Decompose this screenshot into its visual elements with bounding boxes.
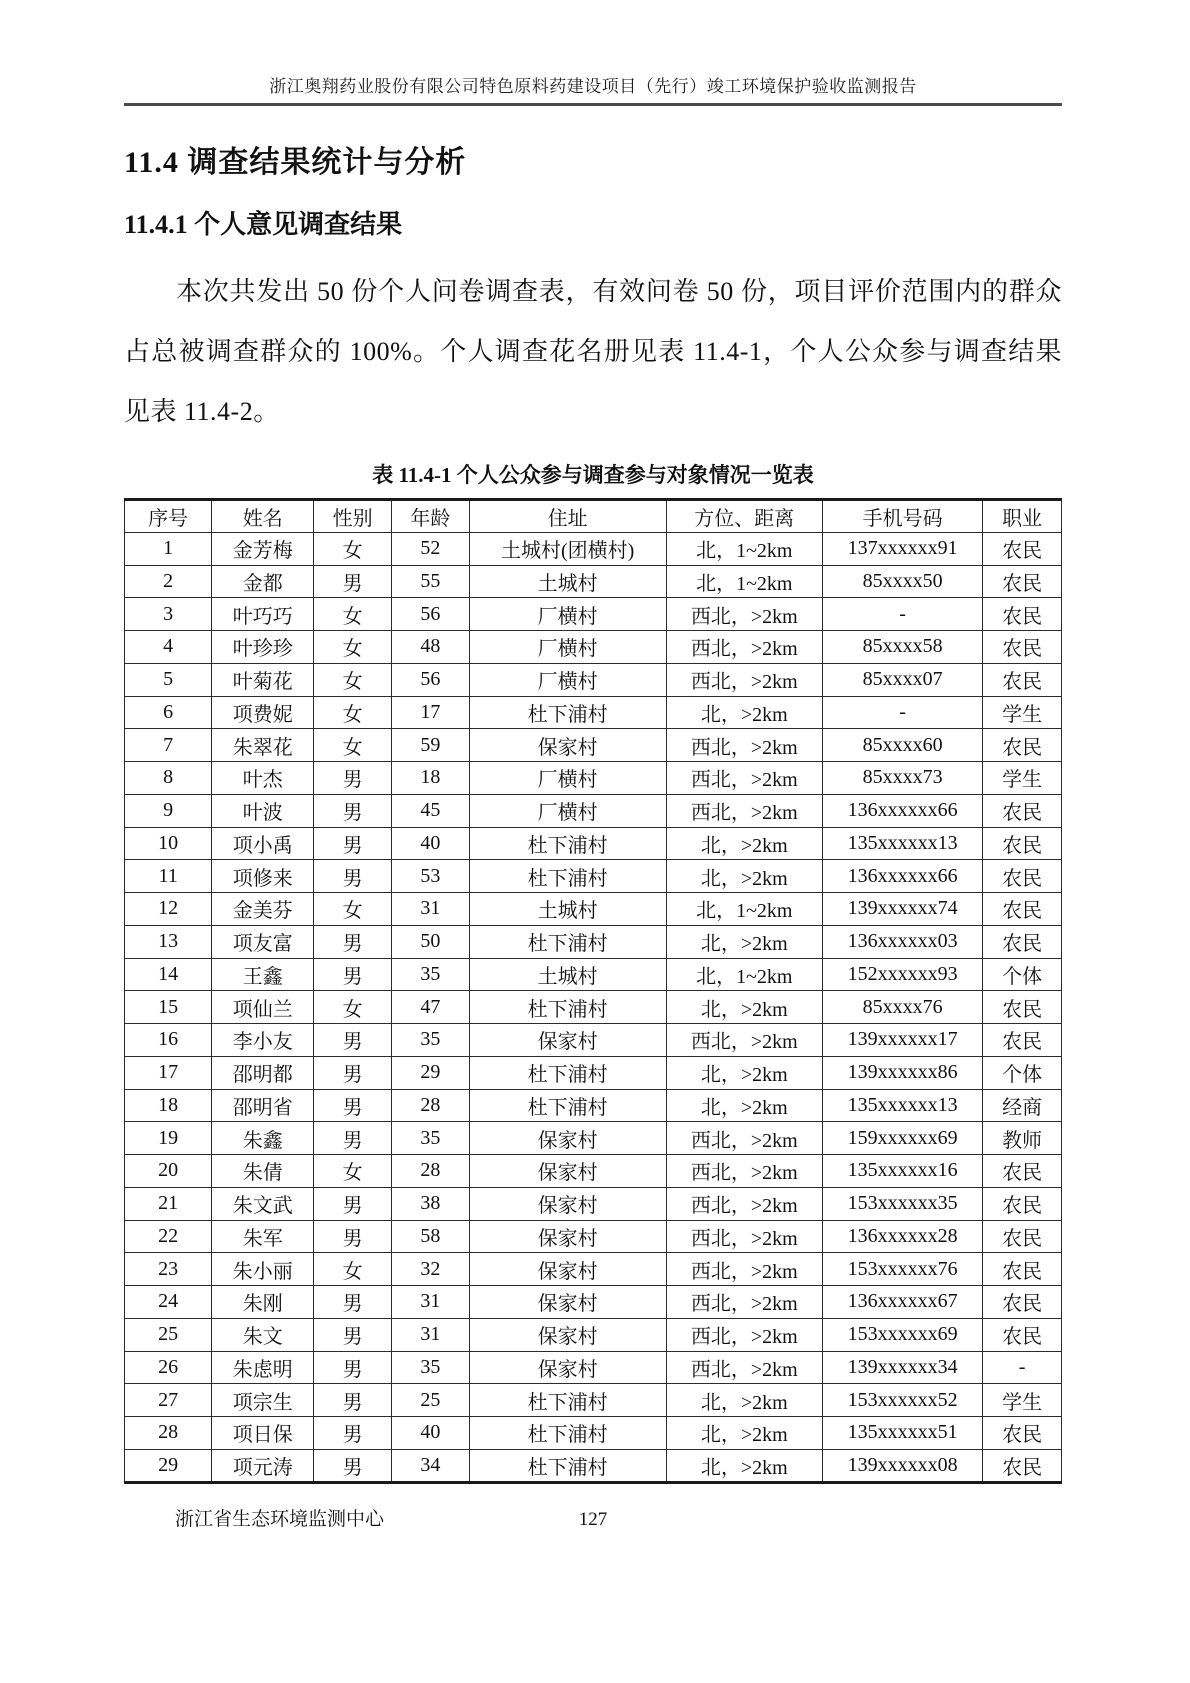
- subsection-heading: 11.4.1 个人意见调查结果: [124, 210, 403, 239]
- table-cell: 女: [314, 663, 392, 696]
- table-cell: 杜下浦村: [469, 1449, 666, 1482]
- table-cell: 35: [392, 1351, 470, 1384]
- table-cell: 个体: [983, 958, 1062, 991]
- table-cell: 10: [125, 827, 212, 860]
- table-cell: 男: [314, 1187, 392, 1220]
- table-cell: 女: [314, 532, 392, 565]
- table-cell: 男: [314, 958, 392, 991]
- table-row: [125, 1351, 1062, 1384]
- section-heading: 11.4 调查结果统计与分析: [124, 146, 467, 179]
- table-cell: 北，>2km: [666, 696, 822, 729]
- table-cell: 50: [392, 925, 470, 958]
- table-cell: 农民: [983, 893, 1062, 926]
- table-row: [125, 1122, 1062, 1155]
- table-cell: 农民: [983, 598, 1062, 631]
- table-cell: 女: [314, 1253, 392, 1286]
- table-cell: 北，>2km: [666, 925, 822, 958]
- column-header: 住址: [469, 500, 666, 533]
- table-cell: 38: [392, 1187, 470, 1220]
- table-cell: 农民: [983, 565, 1062, 598]
- table-cell: 28: [392, 1089, 470, 1122]
- table-cell: 47: [392, 991, 470, 1024]
- table-cell: 农民: [983, 1024, 1062, 1057]
- table-cell: 男: [314, 860, 392, 893]
- table-cell: 西北，>2km: [666, 1351, 822, 1384]
- table-cell: 7: [125, 729, 212, 762]
- table-cell: 女: [314, 1155, 392, 1188]
- table-row: [125, 794, 1062, 827]
- table-header-row: [125, 500, 1062, 533]
- table-cell: 杜下浦村: [469, 860, 666, 893]
- table-cell: 西北，>2km: [666, 794, 822, 827]
- table-cell: 139xxxxxx86: [823, 1056, 983, 1089]
- table-row: [125, 1384, 1062, 1417]
- table-cell: 25: [392, 1384, 470, 1417]
- table-cell: 厂横村: [469, 762, 666, 795]
- table-cell: 金芳梅: [212, 532, 314, 565]
- table-caption: 表 11.4-1 个人公众参与调查参与对象情况一览表: [372, 463, 814, 487]
- table-row: [125, 762, 1062, 795]
- table-cell: 北，1~2km: [666, 565, 822, 598]
- table-cell: 136xxxxxx28: [823, 1220, 983, 1253]
- table-cell: 1: [125, 532, 212, 565]
- table-cell: 朱军: [212, 1220, 314, 1253]
- table-cell: 厂横村: [469, 794, 666, 827]
- table-cell: 4: [125, 631, 212, 664]
- table-row: [125, 1187, 1062, 1220]
- table-cell: 农民: [983, 1253, 1062, 1286]
- table-cell: 58: [392, 1220, 470, 1253]
- table-cell: 男: [314, 762, 392, 795]
- table-row: [125, 696, 1062, 729]
- table-row: [125, 1056, 1062, 1089]
- table-cell: 西北，>2km: [666, 631, 822, 664]
- table-cell: -: [823, 598, 983, 631]
- table-cell: 6: [125, 696, 212, 729]
- table-cell: 土城村: [469, 958, 666, 991]
- table-cell: 35: [392, 958, 470, 991]
- table-row: [125, 1024, 1062, 1057]
- table-cell: 男: [314, 1024, 392, 1057]
- table-cell: 学生: [983, 762, 1062, 795]
- table-cell: 139xxxxxx34: [823, 1351, 983, 1384]
- table-cell: 27: [125, 1384, 212, 1417]
- table-cell: 男: [314, 1056, 392, 1089]
- table-cell: 农民: [983, 1220, 1062, 1253]
- table-cell: 西北，>2km: [666, 762, 822, 795]
- table-cell: 北，1~2km: [666, 893, 822, 926]
- table-cell: 李小友: [212, 1024, 314, 1057]
- table-cell: 53: [392, 860, 470, 893]
- table-cell: -: [823, 696, 983, 729]
- table-cell: 17: [125, 1056, 212, 1089]
- table-cell: 北，>2km: [666, 860, 822, 893]
- table-cell: 18: [125, 1089, 212, 1122]
- column-header: 年龄: [392, 500, 470, 533]
- table-cell: 159xxxxxx69: [823, 1122, 983, 1155]
- table-cell: 农民: [983, 729, 1062, 762]
- table-cell: 项费妮: [212, 696, 314, 729]
- table-cell: 北，>2km: [666, 1089, 822, 1122]
- table-cell: 28: [125, 1417, 212, 1450]
- table-cell: 教师: [983, 1122, 1062, 1155]
- table-cell: 农民: [983, 532, 1062, 565]
- table-cell: 男: [314, 565, 392, 598]
- survey-respondents-table: [124, 498, 1062, 1484]
- table-cell: 杜下浦村: [469, 991, 666, 1024]
- table-cell: 56: [392, 663, 470, 696]
- table-cell: 85xxxx58: [823, 631, 983, 664]
- table-cell: 女: [314, 696, 392, 729]
- table-cell: 28: [392, 1155, 470, 1188]
- table-cell: 土城村(团横村): [469, 532, 666, 565]
- table-cell: 西北，>2km: [666, 1286, 822, 1319]
- table-cell: 杜下浦村: [469, 1417, 666, 1450]
- table-cell: 西北，>2km: [666, 729, 822, 762]
- table-cell: 85xxxx60: [823, 729, 983, 762]
- table-cell: 18: [392, 762, 470, 795]
- table-cell: 8: [125, 762, 212, 795]
- table-cell: 西北，>2km: [666, 1318, 822, 1351]
- table-cell: 11: [125, 860, 212, 893]
- table-cell: 邵明省: [212, 1089, 314, 1122]
- table-cell: 85xxxx50: [823, 565, 983, 598]
- column-header: 手机号码: [823, 500, 983, 533]
- table-cell: 保家村: [469, 1155, 666, 1188]
- table-cell: 52: [392, 532, 470, 565]
- table-cell: 31: [392, 1318, 470, 1351]
- table-cell: 34: [392, 1449, 470, 1482]
- table-cell: 金美芬: [212, 893, 314, 926]
- page-footer: [124, 1508, 1062, 1532]
- table-cell: 40: [392, 1417, 470, 1450]
- table-cell: 85xxxx76: [823, 991, 983, 1024]
- table-cell: 西北，>2km: [666, 1187, 822, 1220]
- table-cell: 西北，>2km: [666, 1155, 822, 1188]
- table-cell: 西北，>2km: [666, 1122, 822, 1155]
- table-row: [125, 1449, 1062, 1482]
- table-cell: 保家村: [469, 1024, 666, 1057]
- table-cell: 32: [392, 1253, 470, 1286]
- table-cell: 朱刚: [212, 1286, 314, 1319]
- table-cell: 北，>2km: [666, 991, 822, 1024]
- footer-organization: 浙江省生态环境监测中心: [175, 1508, 385, 1530]
- page-content: [124, 0, 1062, 1532]
- table-cell: 24: [125, 1286, 212, 1319]
- table-row: [125, 958, 1062, 991]
- table-cell: 女: [314, 631, 392, 664]
- table-cell: 北，1~2km: [666, 958, 822, 991]
- table-cell: 29: [392, 1056, 470, 1089]
- table-cell: 杜下浦村: [469, 925, 666, 958]
- table-cell: 杜下浦村: [469, 1384, 666, 1417]
- table-cell: 22: [125, 1220, 212, 1253]
- table-cell: 136xxxxxx03: [823, 925, 983, 958]
- table-cell: 朱小丽: [212, 1253, 314, 1286]
- table-row: [125, 1417, 1062, 1450]
- table-cell: 厂横村: [469, 663, 666, 696]
- table-cell: 男: [314, 1417, 392, 1450]
- table-cell: 3: [125, 598, 212, 631]
- table-cell: 保家村: [469, 729, 666, 762]
- table-cell: 12: [125, 893, 212, 926]
- table-cell: 135xxxxxx16: [823, 1155, 983, 1188]
- table-row: [125, 631, 1062, 664]
- table-cell: 项友富: [212, 925, 314, 958]
- table-row: [125, 860, 1062, 893]
- table-cell: 保家村: [469, 1351, 666, 1384]
- table-cell: 男: [314, 1351, 392, 1384]
- table-cell: 59: [392, 729, 470, 762]
- header-divider: [124, 103, 1062, 106]
- page-number: 127: [578, 1508, 608, 1530]
- table-cell: 153xxxxxx69: [823, 1318, 983, 1351]
- column-header: 序号: [125, 500, 212, 533]
- table-cell: 朱文武: [212, 1187, 314, 1220]
- table-cell: 厂横村: [469, 598, 666, 631]
- table-cell: 139xxxxxx08: [823, 1449, 983, 1482]
- table-cell: 153xxxxxx52: [823, 1384, 983, 1417]
- table-cell: 56: [392, 598, 470, 631]
- table-cell: 杜下浦村: [469, 696, 666, 729]
- table-cell: 152xxxxxx93: [823, 958, 983, 991]
- table-cell: 农民: [983, 794, 1062, 827]
- table-cell: 136xxxxxx66: [823, 794, 983, 827]
- table-cell: 个体: [983, 1056, 1062, 1089]
- table-row: [125, 1286, 1062, 1319]
- table-cell: 16: [125, 1024, 212, 1057]
- column-header: 姓名: [212, 500, 314, 533]
- table-cell: 85xxxx73: [823, 762, 983, 795]
- table-cell: 21: [125, 1187, 212, 1220]
- table-cell: 农民: [983, 1187, 1062, 1220]
- table-cell: 136xxxxxx67: [823, 1286, 983, 1319]
- table-row: [125, 729, 1062, 762]
- table-cell: 西北，>2km: [666, 598, 822, 631]
- table-row: [125, 827, 1062, 860]
- column-header: 职业: [983, 500, 1062, 533]
- table-cell: 女: [314, 991, 392, 1024]
- table-cell: 35: [392, 1122, 470, 1155]
- table-cell: 金都: [212, 565, 314, 598]
- table-cell: 学生: [983, 696, 1062, 729]
- table-cell: 北，>2km: [666, 1449, 822, 1482]
- table-cell: 西北，>2km: [666, 663, 822, 696]
- table-cell: 女: [314, 598, 392, 631]
- table-cell: -: [983, 1351, 1062, 1384]
- table-cell: 邵明都: [212, 1056, 314, 1089]
- table-cell: 北，>2km: [666, 1056, 822, 1089]
- table-cell: 杜下浦村: [469, 1089, 666, 1122]
- table-cell: 男: [314, 1122, 392, 1155]
- table-cell: 9: [125, 794, 212, 827]
- table-cell: 31: [392, 893, 470, 926]
- table-cell: 153xxxxxx35: [823, 1187, 983, 1220]
- table-cell: 男: [314, 1449, 392, 1482]
- table-cell: 学生: [983, 1384, 1062, 1417]
- table-cell: 叶珍珍: [212, 631, 314, 664]
- table-row: [125, 1253, 1062, 1286]
- table-cell: 保家村: [469, 1318, 666, 1351]
- table-cell: 31: [392, 1286, 470, 1319]
- table-cell: 农民: [983, 991, 1062, 1024]
- table-cell: 48: [392, 631, 470, 664]
- table-cell: 项宗生: [212, 1384, 314, 1417]
- table-cell: 男: [314, 1384, 392, 1417]
- table-cell: 农民: [983, 631, 1062, 664]
- table-cell: 55: [392, 565, 470, 598]
- table-cell: 厂横村: [469, 631, 666, 664]
- column-header: 方位、距离: [666, 500, 822, 533]
- table-cell: 朱翠花: [212, 729, 314, 762]
- table-cell: 朱倩: [212, 1155, 314, 1188]
- table-cell: 农民: [983, 860, 1062, 893]
- table-cell: 农民: [983, 1155, 1062, 1188]
- table-cell: 14: [125, 958, 212, 991]
- table-cell: 20: [125, 1155, 212, 1188]
- table-cell: 北，>2km: [666, 1417, 822, 1450]
- table-cell: 136xxxxxx66: [823, 860, 983, 893]
- table-row: [125, 1089, 1062, 1122]
- table-row: [125, 663, 1062, 696]
- table-cell: 135xxxxxx13: [823, 827, 983, 860]
- table-row: [125, 991, 1062, 1024]
- table-cell: 15: [125, 991, 212, 1024]
- table-row: [125, 565, 1062, 598]
- table-cell: 叶菊花: [212, 663, 314, 696]
- table-cell: 139xxxxxx74: [823, 893, 983, 926]
- table-cell: 杜下浦村: [469, 1056, 666, 1089]
- table-cell: 男: [314, 1318, 392, 1351]
- table-row: [125, 1155, 1062, 1188]
- table-cell: 5: [125, 663, 212, 696]
- table-cell: 朱虑明: [212, 1351, 314, 1384]
- table-cell: 135xxxxxx13: [823, 1089, 983, 1122]
- table-cell: 项小禹: [212, 827, 314, 860]
- table-cell: 北，1~2km: [666, 532, 822, 565]
- table-cell: 19: [125, 1122, 212, 1155]
- table-cell: 2: [125, 565, 212, 598]
- table-cell: 项日保: [212, 1417, 314, 1450]
- table-cell: 45: [392, 794, 470, 827]
- table-cell: 西北，>2km: [666, 1253, 822, 1286]
- table-cell: 杜下浦村: [469, 827, 666, 860]
- table-cell: 王鑫: [212, 958, 314, 991]
- table-cell: 男: [314, 794, 392, 827]
- table-cell: 叶杰: [212, 762, 314, 795]
- table-cell: 北，>2km: [666, 827, 822, 860]
- table-cell: 保家村: [469, 1286, 666, 1319]
- table-cell: 土城村: [469, 565, 666, 598]
- table-cell: 23: [125, 1253, 212, 1286]
- table-cell: 139xxxxxx17: [823, 1024, 983, 1057]
- table-cell: 土城村: [469, 893, 666, 926]
- table-row: [125, 893, 1062, 926]
- table-cell: 项元涛: [212, 1449, 314, 1482]
- table-cell: 农民: [983, 827, 1062, 860]
- table-cell: 西北，>2km: [666, 1024, 822, 1057]
- table-cell: 保家村: [469, 1220, 666, 1253]
- table-row: [125, 532, 1062, 565]
- table-cell: 北，>2km: [666, 1384, 822, 1417]
- table-cell: 153xxxxxx76: [823, 1253, 983, 1286]
- column-header: 性别: [314, 500, 392, 533]
- table-cell: 85xxxx07: [823, 663, 983, 696]
- table-cell: 朱鑫: [212, 1122, 314, 1155]
- table-cell: 男: [314, 1089, 392, 1122]
- table-cell: 保家村: [469, 1187, 666, 1220]
- table-cell: 项修来: [212, 860, 314, 893]
- table-cell: 保家村: [469, 1122, 666, 1155]
- table-cell: 男: [314, 1220, 392, 1253]
- table-cell: 朱文: [212, 1318, 314, 1351]
- table-cell: 农民: [983, 1286, 1062, 1319]
- table-cell: 26: [125, 1351, 212, 1384]
- body-paragraph: 本次共发出 50 份个人问卷调查表，有效问卷 50 份，项目评价范围内的群众占总被调查群众的 100%。个人调查花名册见表 11.4-1，个人公众参与调查结果见表 11.4-2。: [124, 277, 1062, 426]
- table-cell: 男: [314, 827, 392, 860]
- table-row: [125, 1318, 1062, 1351]
- table-cell: 男: [314, 925, 392, 958]
- table-cell: 叶巧巧: [212, 598, 314, 631]
- table-cell: 29: [125, 1449, 212, 1482]
- table-cell: 叶波: [212, 794, 314, 827]
- table-cell: 项仙兰: [212, 991, 314, 1024]
- table-cell: 13: [125, 925, 212, 958]
- table-cell: 137xxxxxx91: [823, 532, 983, 565]
- table-cell: 女: [314, 729, 392, 762]
- table-cell: 农民: [983, 663, 1062, 696]
- table-cell: 农民: [983, 1417, 1062, 1450]
- table-cell: 25: [125, 1318, 212, 1351]
- table-cell: 男: [314, 1286, 392, 1319]
- table-cell: 农民: [983, 1318, 1062, 1351]
- table-cell: 西北，>2km: [666, 1220, 822, 1253]
- table-cell: 农民: [983, 925, 1062, 958]
- table-cell: 农民: [983, 1449, 1062, 1482]
- table-row: [125, 1220, 1062, 1253]
- table-row: [125, 925, 1062, 958]
- table-row: [125, 598, 1062, 631]
- table-cell: 17: [392, 696, 470, 729]
- table-cell: 女: [314, 893, 392, 926]
- table-cell: 35: [392, 1024, 470, 1057]
- table-cell: 经商: [983, 1089, 1062, 1122]
- table-cell: 保家村: [469, 1253, 666, 1286]
- document-header-title: 浙江奥翔药业股份有限公司特色原料药建设项目（先行）竣工环境保护验收监测报告: [269, 77, 917, 96]
- table-cell: 135xxxxxx51: [823, 1417, 983, 1450]
- table-cell: 40: [392, 827, 470, 860]
